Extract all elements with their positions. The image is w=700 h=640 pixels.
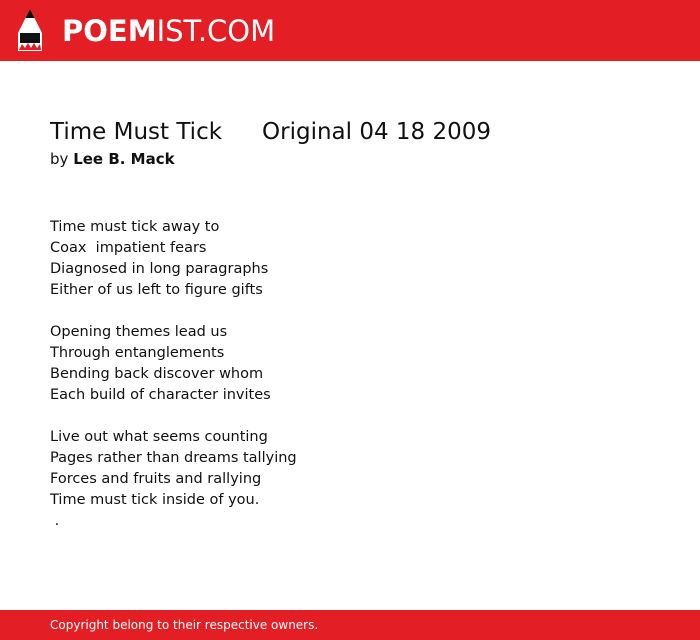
site-logo-link[interactable] [15,8,275,54]
stanza [50,217,670,301]
copyright-notice: Copyright belong to their respective owners. [50,618,319,632]
stanza [50,427,670,511]
footer-bar [0,610,700,640]
poem-line: Through entanglements [50,345,225,361]
poem-line: Either of us left to figure gifts [50,282,263,298]
poem-subtitle: Original 04 18 2009 [262,119,492,145]
poem-line: Bending back discover whom [50,366,264,382]
site-logo-text [62,13,276,48]
logo-text-light: IST.COM [156,13,276,48]
byline [50,148,670,170]
author-link[interactable]: Lee B. Mack [73,150,175,168]
poem-line: Opening themes lead us [50,324,228,340]
poem-line: Live out what seems counting [50,429,268,445]
logo-text-bold: POEM [62,13,157,48]
title-row [50,116,670,148]
pencil-icon [15,9,45,53]
poem-line: Coax impatient fears [50,240,207,256]
poem-line: Forces and fruits and rallying [50,471,262,487]
poem-tail-mark: . [50,513,60,529]
poem-line: Diagnosed in long paragraphs [50,261,269,277]
poem-line: Each build of character invites [50,387,271,403]
poem-title: Time Must Tick [50,119,223,145]
by-label: by [50,150,69,168]
poem-line: Time must tick inside of you. [50,492,260,508]
stanza [50,322,670,406]
poem-body [50,217,670,532]
poem-content [50,116,670,532]
poem-line: Pages rather than dreams tallying [50,450,297,466]
top-bar [0,0,700,61]
poem-line: Time must tick away to [50,219,220,235]
